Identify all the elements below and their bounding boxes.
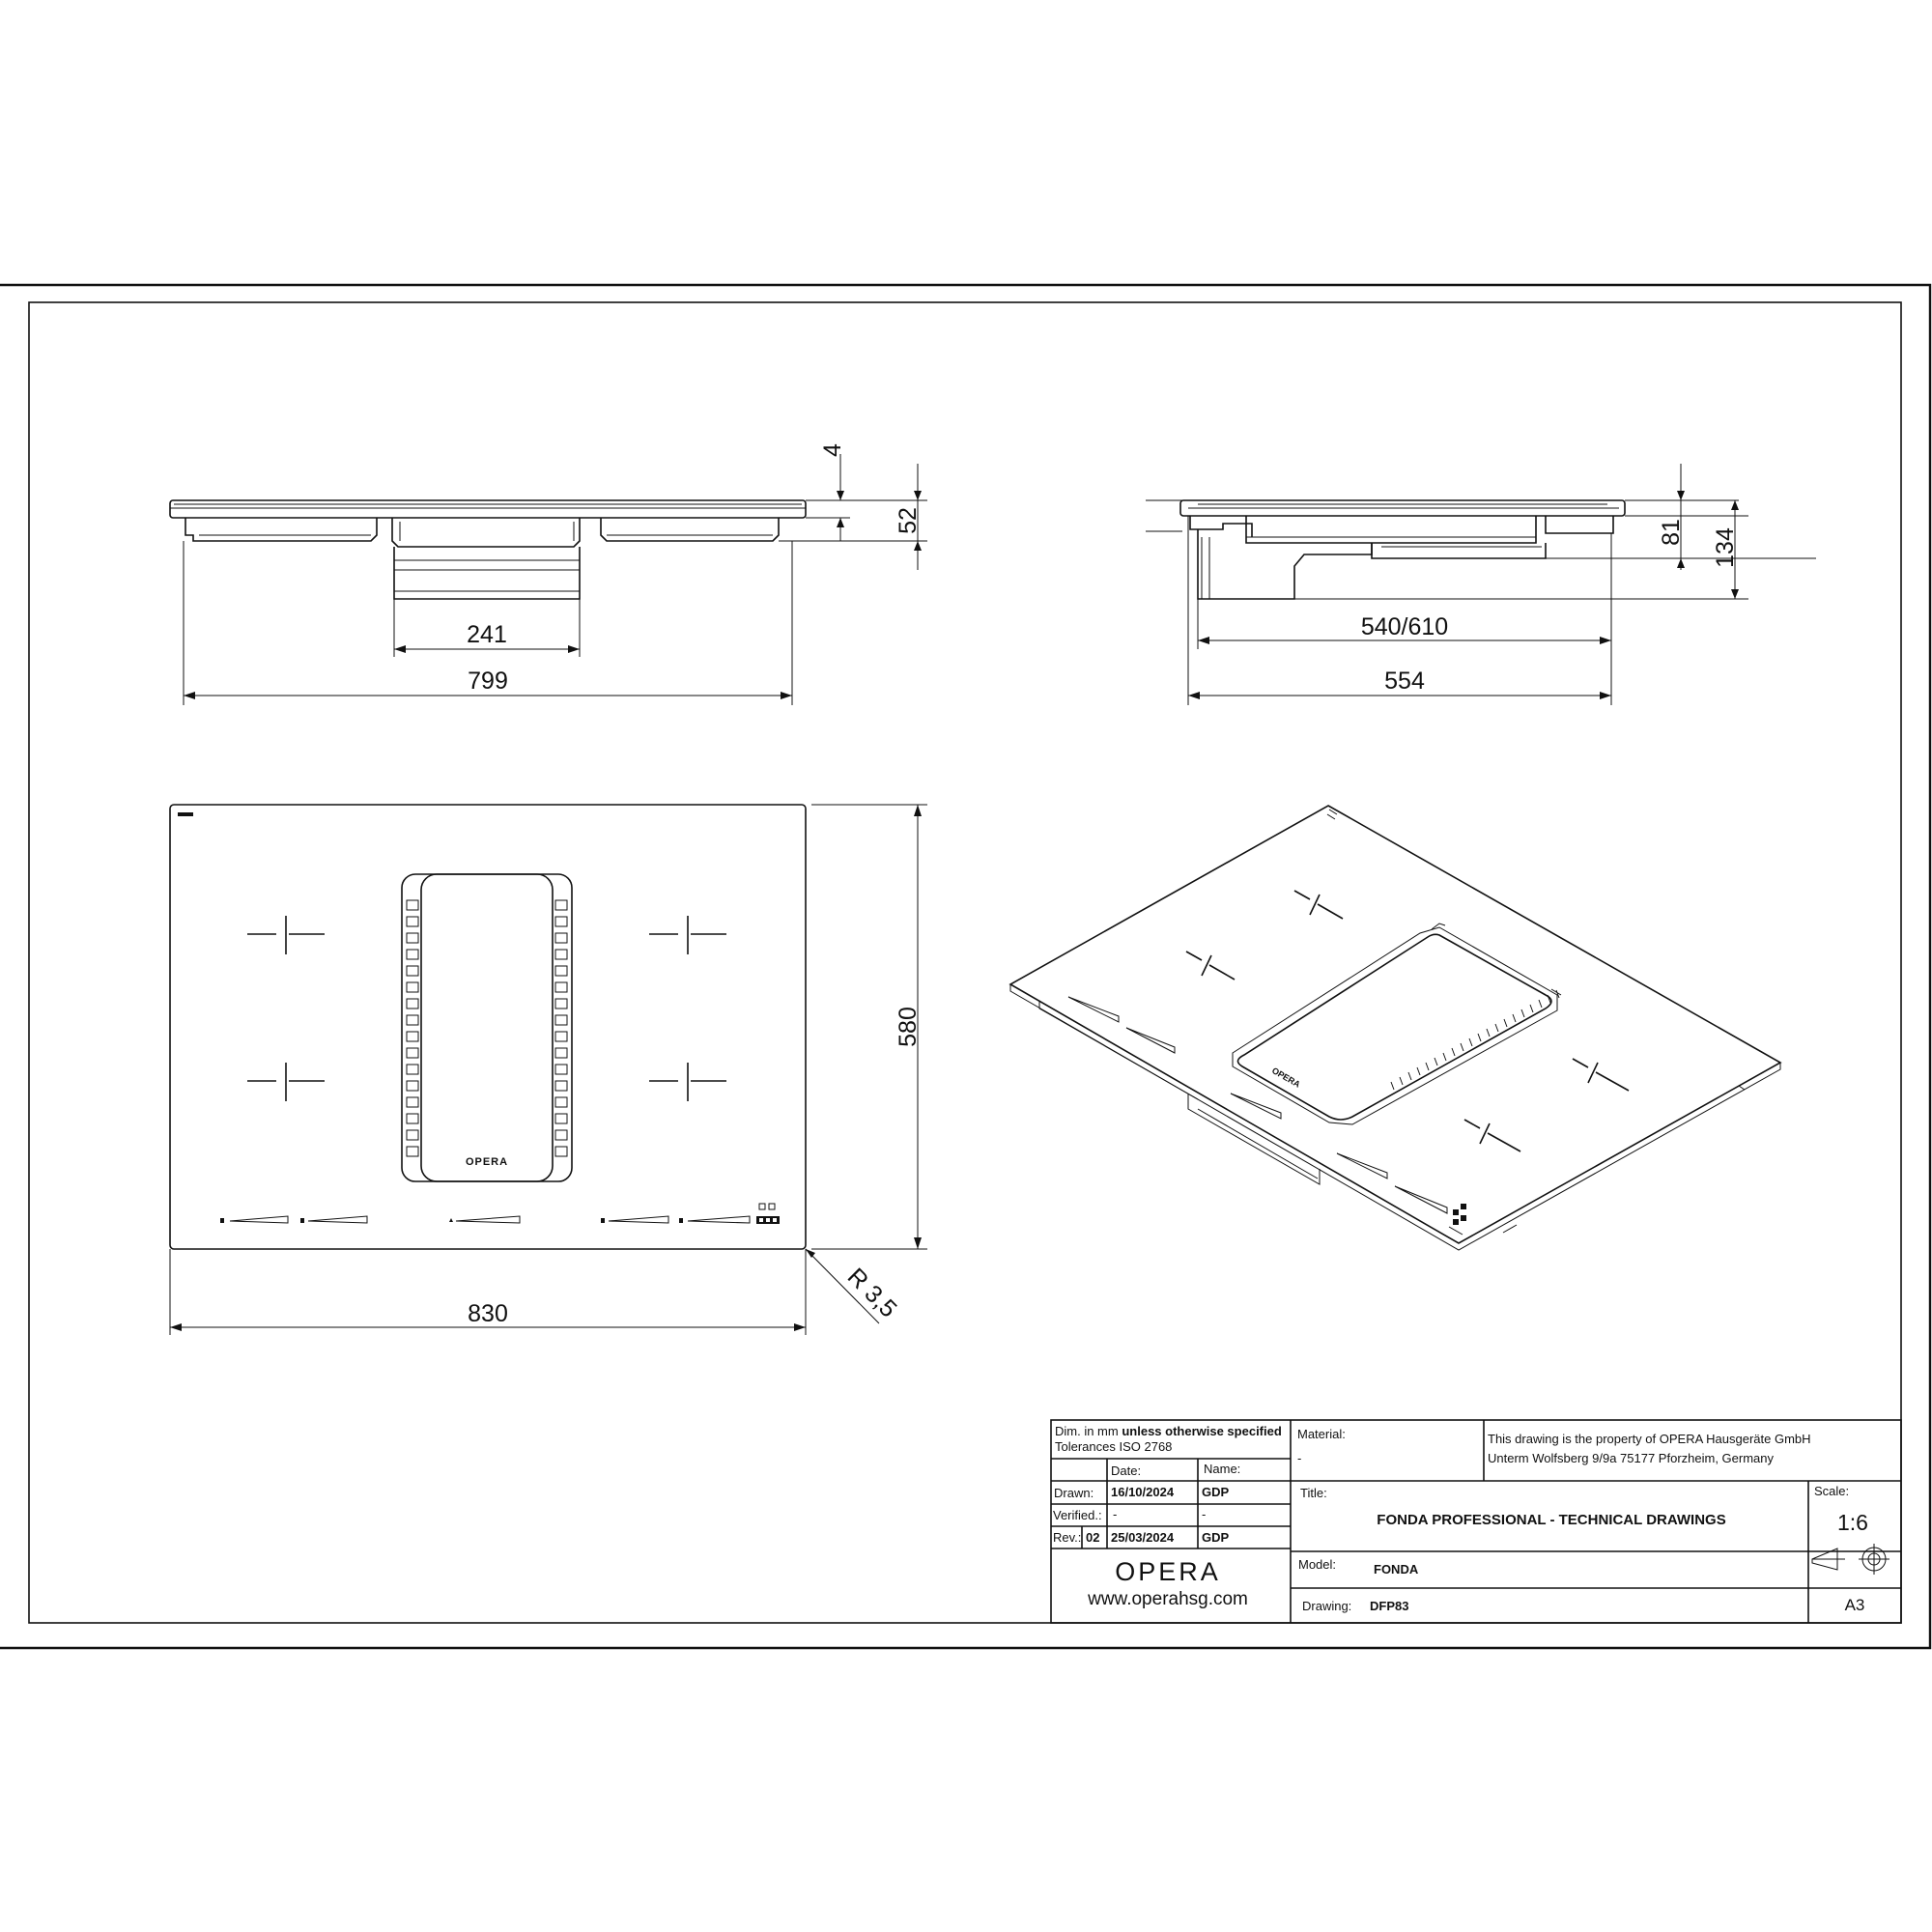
vent-slot <box>555 1147 567 1156</box>
iso-vent-slot <box>1461 1043 1463 1051</box>
tb-title-value: FONDA PROFESSIONAL - TECHNICAL DRAWINGS <box>1377 1512 1726 1528</box>
top-view-dimensions <box>170 805 927 1335</box>
vent-slot <box>555 1130 567 1140</box>
iso-vent-slot <box>1452 1048 1455 1056</box>
tb-drawing-value: DFP83 <box>1370 1599 1409 1613</box>
tb-scale-label: Scale: <box>1814 1484 1850 1498</box>
dim-front-inner: 241 <box>467 621 507 648</box>
dim-front-top: 4 <box>819 443 846 457</box>
vent-slot <box>407 999 418 1009</box>
dim-side-width: 554 <box>1384 668 1425 695</box>
iso-vent-slot <box>1495 1024 1498 1032</box>
iso-vent-slot <box>1504 1019 1507 1027</box>
tb-dim-note-suffix: unless otherwise specified <box>1122 1424 1282 1438</box>
iso-zone-marker-1 <box>1294 891 1343 919</box>
vent-slot <box>555 1081 567 1091</box>
cooking-zone-marker-back-right <box>649 1063 726 1101</box>
tb-tolerances: Tolerances ISO 2768 <box>1055 1439 1173 1454</box>
vent-slot <box>555 917 567 926</box>
iso-vent-slot <box>1408 1072 1411 1080</box>
slider-zone-4 <box>679 1216 750 1223</box>
tb-material-label: Material: <box>1297 1427 1346 1441</box>
vent-slot <box>407 1015 418 1025</box>
vent-slot <box>555 933 567 943</box>
vent-slot <box>555 1114 567 1123</box>
slider-zone-2 <box>300 1216 367 1223</box>
vent-slot <box>555 1032 567 1041</box>
vent-slot <box>407 1065 418 1074</box>
vent-slot <box>407 982 418 992</box>
front-view-dimensions <box>184 443 927 705</box>
tb-title-label: Title: <box>1300 1486 1327 1500</box>
touch-sliders <box>220 1204 780 1224</box>
vent-slot <box>407 1147 418 1156</box>
dim-corner-radius: R 3,5 <box>841 1263 902 1323</box>
extractor-logo: OPERA <box>465 1156 509 1168</box>
tb-scale-value: 1:6 <box>1837 1510 1868 1535</box>
vent-slot <box>555 982 567 992</box>
dim-top-width: 830 <box>468 1300 508 1327</box>
iso-vent-slot <box>1391 1082 1394 1090</box>
vent-slot <box>407 933 418 943</box>
iso-vent-slot <box>1539 1000 1542 1008</box>
tb-rev-date: 25/03/2024 <box>1111 1530 1175 1545</box>
dim-side-h1: 81 <box>1658 519 1685 546</box>
dim-top-height: 580 <box>895 1007 922 1047</box>
dim-front-width: 799 <box>468 668 508 695</box>
iso-vent-slot <box>1426 1063 1429 1070</box>
svg-text:Dim. in mm unless otherwise sp <box>1055 1424 1282 1438</box>
iso-vent-slot <box>1487 1029 1490 1037</box>
iso-vent-slot <box>1521 1009 1524 1017</box>
cooking-zone-marker-front-right <box>649 916 726 954</box>
extractor-vent <box>402 874 572 1181</box>
vent-slot <box>407 1032 418 1041</box>
tb-verified-date: - <box>1113 1507 1118 1521</box>
vent-slot <box>407 1097 418 1107</box>
vent-slot <box>555 1065 567 1074</box>
tb-name-header: Name: <box>1204 1462 1241 1476</box>
iso-vent-slot <box>1435 1058 1437 1065</box>
iso-zone-marker-2 <box>1186 952 1235 980</box>
dim-side-h2: 134 <box>1712 527 1739 568</box>
tb-drawn-name: GDP <box>1202 1485 1230 1499</box>
tb-rev-number: 02 <box>1086 1530 1100 1545</box>
vent-slot <box>555 1097 567 1107</box>
iso-vent-slot <box>1513 1014 1516 1022</box>
tb-rev-label: Rev.: <box>1053 1530 1082 1545</box>
dim-front-height: 52 <box>895 507 922 534</box>
cooking-zone-marker-back-left <box>247 1063 325 1101</box>
tb-dim-note-prefix: Dim. in mm <box>1055 1424 1119 1438</box>
tb-drawing-label: Drawing: <box>1302 1599 1352 1613</box>
title-block <box>1051 1420 1901 1623</box>
vent-slot <box>555 950 567 959</box>
iso-zone-marker-3 <box>1573 1059 1629 1091</box>
slider-extractor <box>449 1216 520 1223</box>
iso-vent-slot <box>1478 1034 1481 1041</box>
vent-slot <box>407 917 418 926</box>
tb-model-value: FONDA <box>1374 1562 1419 1577</box>
vent-slot <box>407 1081 418 1091</box>
front-view <box>170 500 806 599</box>
vent-slot <box>407 1114 418 1123</box>
tb-rev-name: GDP <box>1202 1530 1230 1545</box>
vent-slot <box>555 1048 567 1058</box>
slider-zone-1 <box>220 1216 288 1223</box>
control-buttons <box>756 1204 780 1224</box>
iso-vent-slot <box>1400 1077 1403 1085</box>
slider-zone-3 <box>601 1216 668 1223</box>
dim-side-depth: 540/610 <box>1360 613 1449 640</box>
vent-slot <box>407 1130 418 1140</box>
side-view <box>1146 500 1625 599</box>
iso-vent-slot <box>1469 1038 1472 1046</box>
vent-slot <box>407 950 418 959</box>
cooking-zone-marker-front-left <box>247 916 325 954</box>
vent-slot <box>555 900 567 910</box>
tb-verified-label: Verified.: <box>1053 1508 1102 1522</box>
isometric-view <box>1010 806 1780 1250</box>
tb-drawn-date: 16/10/2024 <box>1111 1485 1175 1499</box>
tb-property-line1: This drawing is the property of OPERA Hausgeräte GmbH <box>1488 1432 1811 1446</box>
tb-logo: OPERA <box>1115 1557 1221 1586</box>
tb-verified-name: - <box>1202 1507 1207 1521</box>
vent-slot <box>555 1015 567 1025</box>
iso-extractor-logo: OPERA <box>1270 1065 1302 1090</box>
top-view <box>170 805 806 1249</box>
tb-website: www.operahsg.com <box>1088 1589 1248 1609</box>
tb-model-label: Model: <box>1298 1557 1337 1572</box>
tb-material-value: - <box>1297 1451 1302 1465</box>
vent-slot <box>555 966 567 976</box>
tb-property-line2: Unterm Wolfsberg 9/9a 75177 Pforzheim, Germany <box>1488 1451 1775 1465</box>
iso-zone-marker-4 <box>1464 1120 1520 1151</box>
tb-drawn-label: Drawn: <box>1054 1486 1094 1500</box>
iso-extractor <box>1233 923 1561 1124</box>
iso-vent-slot <box>1443 1053 1446 1061</box>
vent-slot <box>407 900 418 910</box>
vent-slot <box>555 999 567 1009</box>
iso-vent-slot <box>1417 1067 1420 1075</box>
projection-symbol-icon <box>1812 1544 1889 1575</box>
iso-vent-slot <box>1530 1005 1533 1012</box>
tb-paper-size: A3 <box>1844 1596 1865 1614</box>
vent-slot <box>407 1048 418 1058</box>
vent-slot <box>407 966 418 976</box>
tb-date-header: Date: <box>1111 1463 1142 1478</box>
